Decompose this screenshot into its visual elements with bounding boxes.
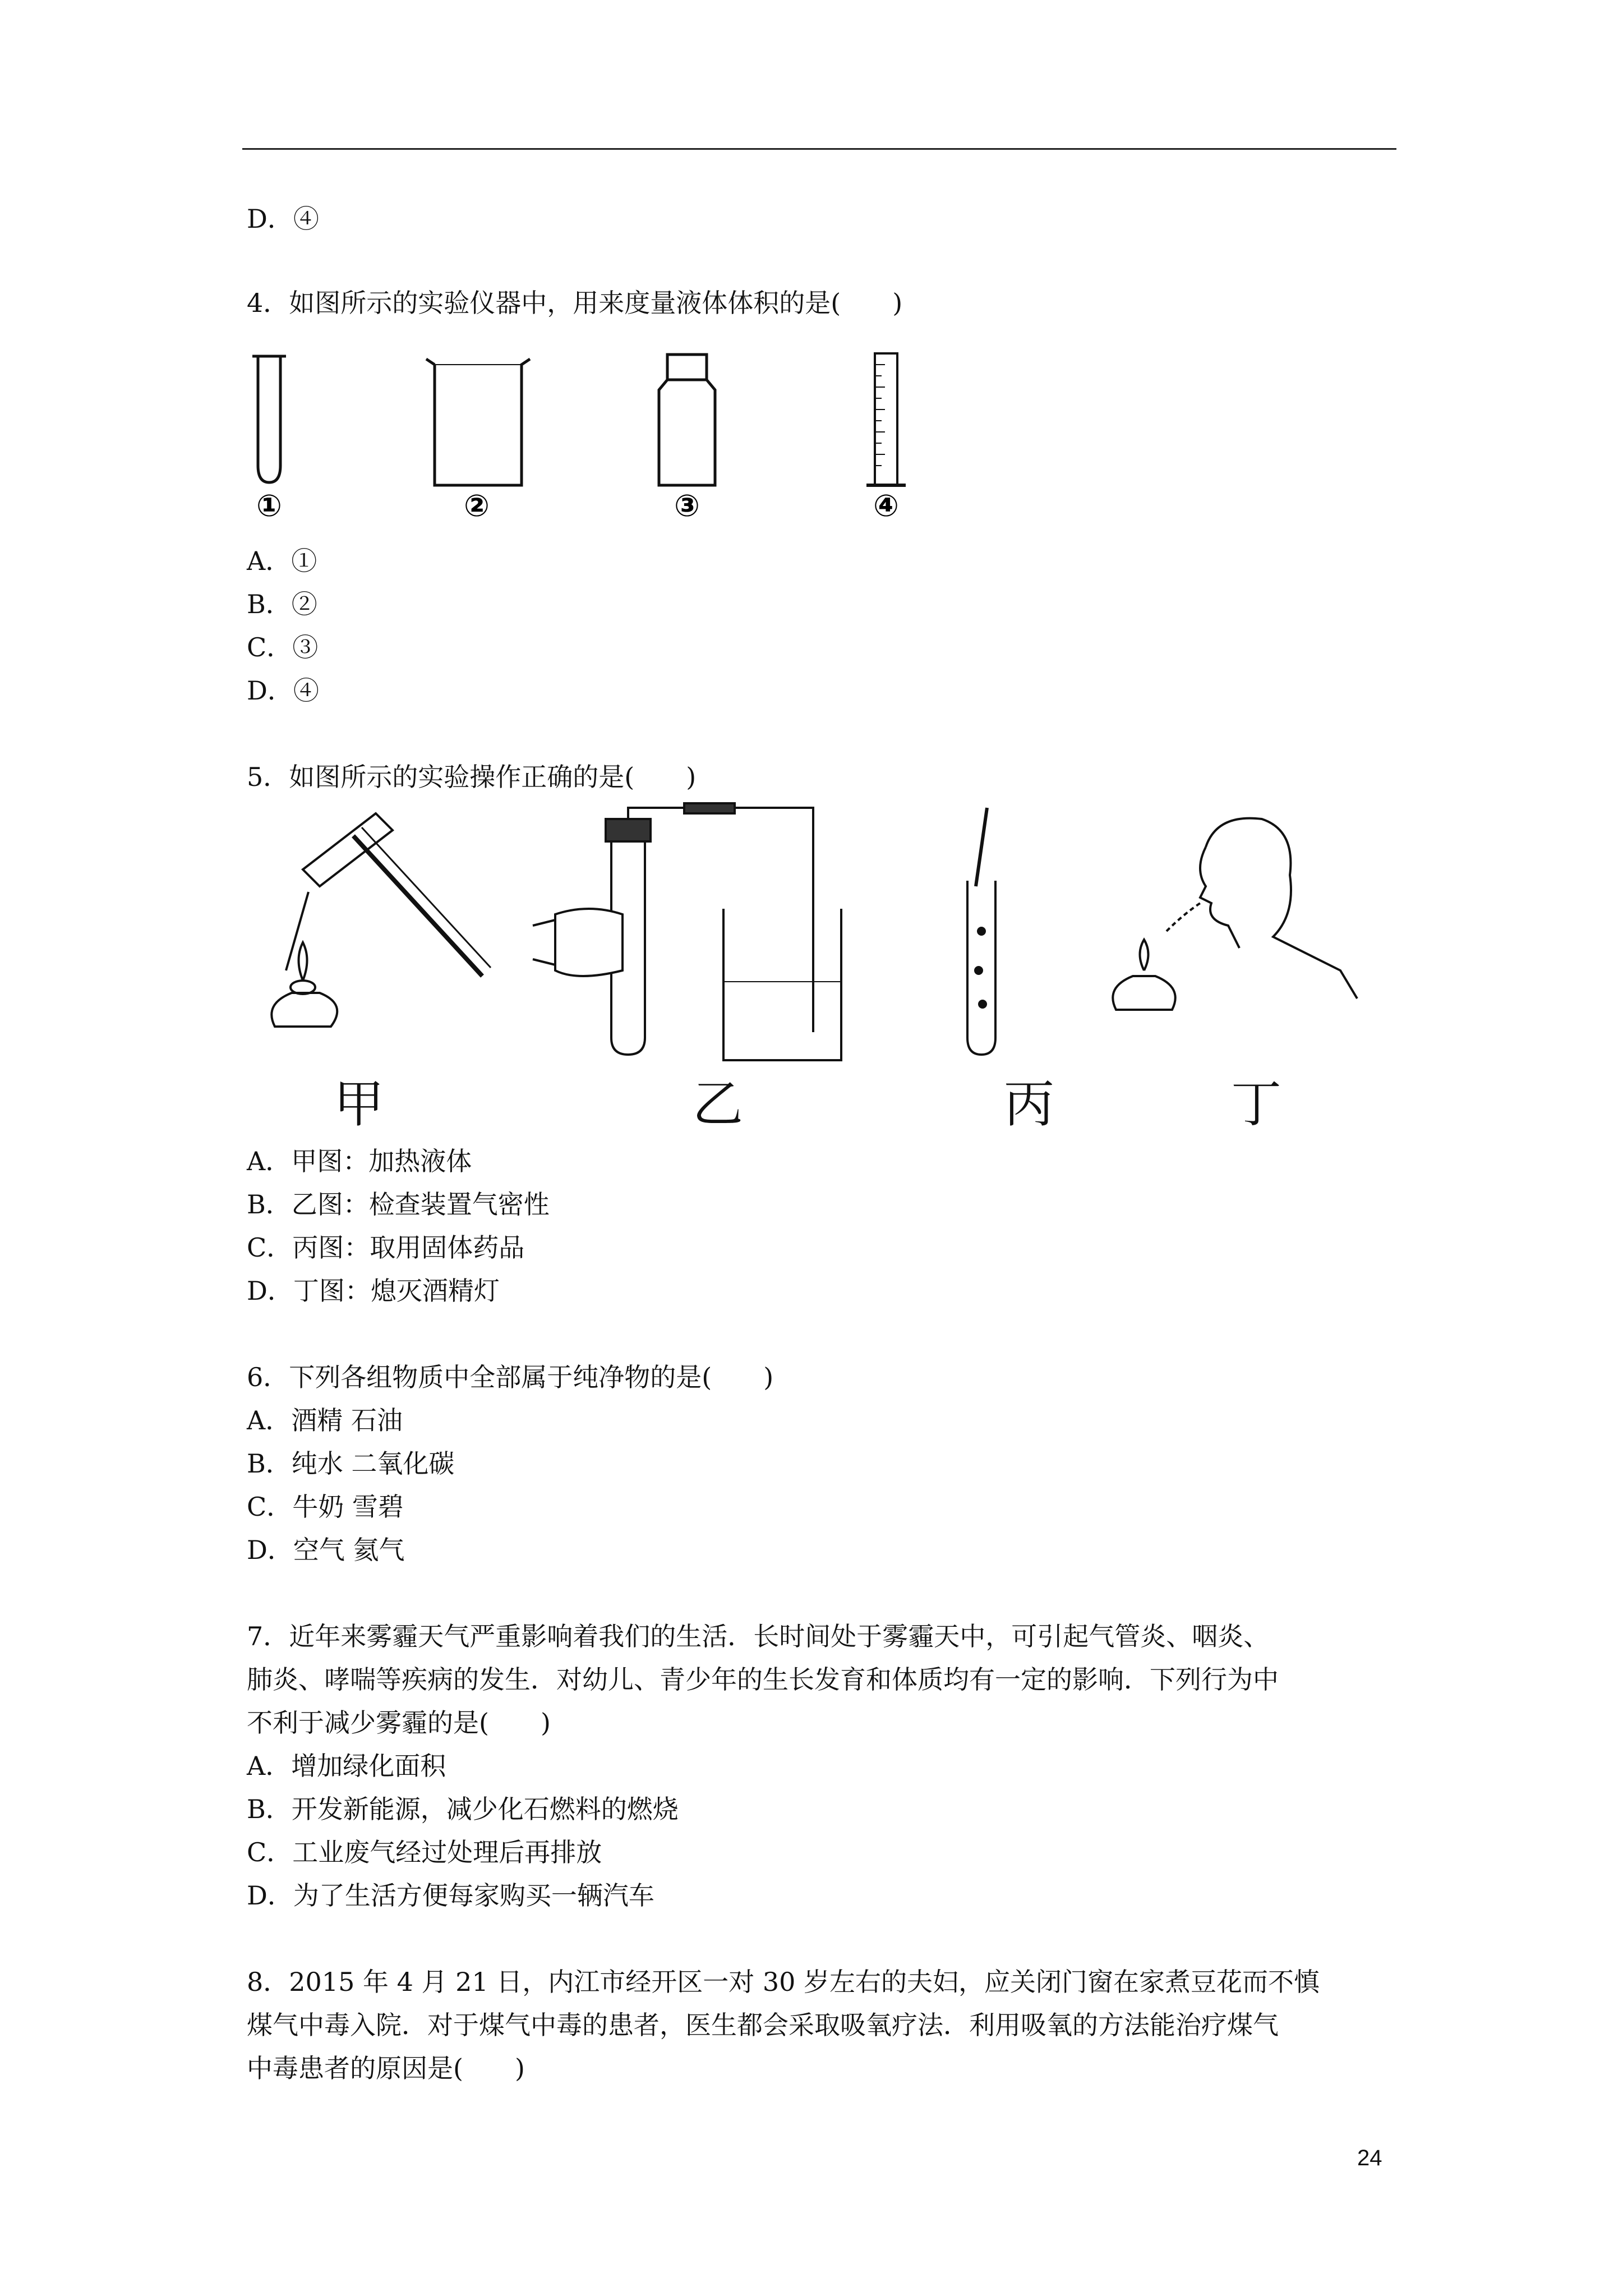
q4-option-c: C．③ <box>247 632 319 662</box>
q5-caption-jia: 甲 <box>334 1075 384 1134</box>
q7-stem-line-3: 不利于减少雾霾的是( ) <box>247 1708 551 1738</box>
q5-option-d: D．丁图：熄灭酒精灯 <box>247 1276 500 1306</box>
test-tube-icon <box>252 356 286 482</box>
reagent-bottle-icon <box>659 355 715 485</box>
q6-option-a: A．酒精 石油 <box>247 1405 403 1435</box>
q4-option-a: A．① <box>247 546 317 576</box>
q4-figure <box>241 348 970 527</box>
q8-stem-line-1: 8．2015 年 4 月 21 日，内江市经开区一对 30 岁左右的夫妇，应关闭门窗在家煮豆花而不慎 <box>247 1967 1320 1997</box>
prev-option-d: D．④ <box>247 204 319 234</box>
q7-stem-line-2: 肺炎、哮喘等疾病的发生．对幼儿、青少年的生长发育和体质均有一定的影响．下列行为中 <box>247 1664 1279 1695</box>
figure-label-4: ④ <box>873 488 899 523</box>
q5-caption-ding: 丁 <box>1231 1075 1281 1134</box>
q7-stem-line-1: 7．近年来雾霾天气严重影响着我们的生活．长时间处于雾霾天中，可引起气管炎、咽炎、 <box>247 1621 1270 1651</box>
q4-option-b: B．② <box>247 589 317 619</box>
q8-stem-line-2: 煤气中毒入院．对于煤气中毒的患者，医生都会采取吸氧疗法．利用吸氧的方法能治疗煤气 <box>247 2010 1279 2040</box>
q6-option-c: C．牛奶 雪碧 <box>247 1492 404 1522</box>
q5-option-a: A．甲图：加热液体 <box>247 1146 472 1176</box>
beaker-icon <box>426 359 530 485</box>
q6-option-d: D．空气 氦气 <box>247 1535 405 1565</box>
heating-tube-illustration <box>271 813 491 1027</box>
figure-label-3: ③ <box>674 488 700 523</box>
header-rule <box>242 148 1396 150</box>
q5-figure <box>241 802 1363 1071</box>
q7-option-c: C．工业废气经过处理后再排放 <box>247 1837 602 1867</box>
airtightness-check-illustration <box>533 803 841 1060</box>
q7-option-d: D．为了生活方便每家购买一辆汽车 <box>247 1880 654 1911</box>
graduated-cylinder-icon <box>866 353 906 485</box>
solid-reagent-illustration <box>967 808 995 1055</box>
figure-label-1: ① <box>256 488 282 523</box>
q5-option-c: C．丙图：取用固体药品 <box>247 1232 525 1263</box>
q5-caption-bing: 丙 <box>1004 1075 1054 1134</box>
blowing-lamp-illustration <box>1113 818 1357 1010</box>
q4-option-d: D．④ <box>247 675 319 706</box>
q5-option-b: B．乙图：检查装置气密性 <box>247 1189 550 1220</box>
page-number: 24 <box>1357 2146 1382 2170</box>
q8-stem-line-3: 中毒患者的原因是( ) <box>247 2053 525 2083</box>
figure-label-2: ② <box>464 488 490 523</box>
q7-option-a: A．增加绿化面积 <box>247 1751 446 1781</box>
q6-stem: 6．下列各组物质中全部属于纯净物的是( ) <box>247 1362 774 1392</box>
q7-option-b: B．开发新能源，减少化石燃料的燃烧 <box>247 1794 679 1824</box>
q5-caption-yi: 乙 <box>693 1075 743 1134</box>
q4-stem: 4．如图所示的实验仪器中，用来度量液体体积的是( ) <box>247 288 903 318</box>
q5-stem: 5．如图所示的实验操作正确的是( ) <box>247 762 697 792</box>
q6-option-b: B．纯水 二氧化碳 <box>247 1448 455 1479</box>
